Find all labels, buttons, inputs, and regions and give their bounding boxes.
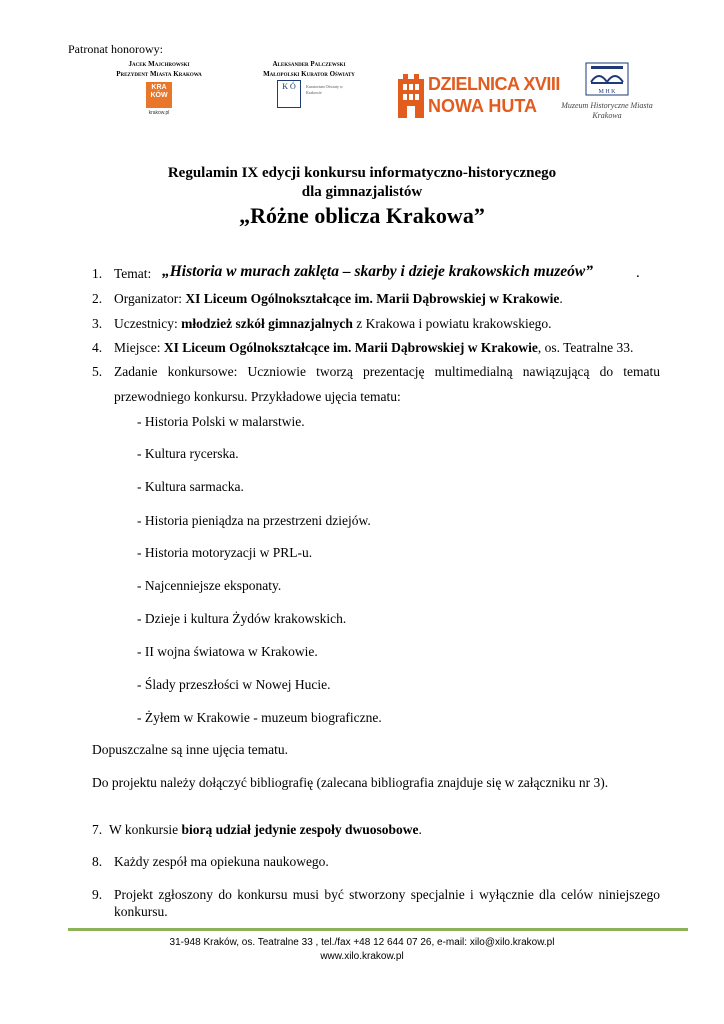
tower-icon bbox=[398, 74, 424, 118]
title-line-1: Regulamin IX edycji konkursu informatyczno-historycznego bbox=[167, 165, 557, 181]
kuratorium-emblem-icon: K Ó bbox=[277, 80, 301, 108]
nowa-huta-text: NOWA HUTA bbox=[428, 96, 537, 116]
item-1 bbox=[0, 263, 724, 285]
topic-item: - Historia pieniądza na przestrzeni dziejów. bbox=[137, 513, 371, 528]
title-line-2: dla gimnazjalistów bbox=[301, 184, 423, 200]
mayor-name: Jacek Majchrowski bbox=[128, 60, 190, 68]
kurator-logo bbox=[252, 58, 366, 114]
muzeum-name: Muzeum Historyczne Miasta bbox=[561, 101, 653, 110]
footer-address: 31-948 Kraków, os. Teatralne 33 , tel./fax +48 12 644 07 26, e-mail: xilo@xilo.krakow.pl bbox=[169, 937, 555, 948]
nowa-huta-logo bbox=[396, 72, 560, 124]
muzeum-city: Krakowa bbox=[592, 111, 622, 120]
topic-item: - II wojna światowa w Krakowie. bbox=[137, 644, 318, 659]
item-number: 4. bbox=[92, 340, 103, 355]
topic-item: - Najcenniejsze eksponaty. bbox=[137, 578, 282, 593]
item-label: Uczestnicy: bbox=[114, 316, 182, 331]
item-number: 3. bbox=[92, 316, 103, 331]
svg-text:M H K: M H K bbox=[598, 89, 616, 95]
item-end: . bbox=[418, 822, 422, 837]
item-label: Miejsce: bbox=[114, 340, 164, 355]
kurator-title: Małopolski Kurator Oświaty bbox=[263, 70, 355, 78]
topic-item: - Dzieje i kultura Żydów krakowskich. bbox=[137, 611, 347, 626]
krakow-url: krakow.pl bbox=[148, 110, 170, 116]
item-end: . bbox=[636, 265, 640, 281]
theme-text: „Historia w murach zaklęta – skarby i dzieje krakowskich muzeów” bbox=[162, 263, 594, 280]
main-title: „Różne oblicza Krakowa” bbox=[239, 203, 485, 228]
item-number: 7. bbox=[92, 822, 103, 837]
topic-item: - Kultura rycerska. bbox=[137, 446, 239, 461]
supervisor-rule: Każdy zespół ma opiekuna naukowego. bbox=[114, 854, 329, 869]
participants-text: młodzież szkół gimnazjalnych bbox=[181, 316, 353, 331]
item-label: W konkursie bbox=[109, 822, 182, 837]
krakow-crest-icon: KRA KÓW bbox=[146, 82, 172, 108]
item-number: 2. bbox=[92, 291, 103, 306]
footer-website: www.xilo.krakow.pl bbox=[320, 951, 404, 962]
kurator-name: Aleksander Palczewski bbox=[272, 60, 346, 68]
item-end: . bbox=[559, 291, 563, 306]
topic-item: - Ślady przeszłości w Nowej Hucie. bbox=[137, 677, 331, 692]
task-line-2: przewodniego konkursu. Przykładowe ujęcia tematu: bbox=[114, 389, 401, 404]
project-rule-line-1: Projekt zgłoszony do konkursu musi być stworzony specjalnie i wyłącznie dla celów niniejszego bbox=[114, 887, 660, 902]
note-other-topics: Dopuszczalne są inne ujęcia tematu. bbox=[92, 742, 289, 757]
item-number: 5. bbox=[92, 364, 103, 379]
item-label: Temat: bbox=[114, 266, 152, 281]
team-rule: biorą udział jedynie zespoły dwuosobowe bbox=[181, 822, 419, 837]
item-number: 9. bbox=[92, 887, 103, 902]
mayor-logo bbox=[108, 58, 210, 114]
dzielnica-text: DZIELNICA XVIII bbox=[428, 74, 560, 94]
mayor-title: Prezydent Miasta Krakowa bbox=[116, 70, 202, 78]
item-number: 1. bbox=[92, 266, 103, 281]
muzeum-logo bbox=[548, 60, 666, 122]
patronat-label: Patronat honorowy: bbox=[68, 42, 163, 56]
organizer-name: XI Liceum Ogólnokształcące im. Marii Dąbrowskiej w Krakowie bbox=[185, 291, 560, 306]
note-bibliography: Do projektu należy dołączyć bibliografię (zalecana bibliografia znajduje się w załączniku nr 3). bbox=[92, 775, 609, 790]
topic-item: - Kultura sarmacka. bbox=[137, 479, 244, 494]
footer-divider bbox=[68, 928, 688, 931]
topic-item: - Historia Polski w malarstwie. bbox=[137, 414, 305, 429]
topic-item: - Historia motoryzacji w PRL-u. bbox=[137, 545, 313, 560]
item-label: Organizator: bbox=[114, 291, 186, 306]
item-end: z Krakowa i powiatu krakowskiego. bbox=[352, 316, 552, 331]
item-end: , os. Teatralne 33. bbox=[537, 340, 634, 355]
kuratorium-text: Kuratorium Oświaty w Krakowie bbox=[306, 84, 343, 95]
task-line-1: Zadanie konkursowe: Uczniowie tworzą prezentację multimedialną nawiązującą do tematu bbox=[114, 364, 660, 379]
museum-emblem-icon bbox=[585, 62, 629, 96]
item-number: 8. bbox=[92, 854, 103, 869]
project-rule-line-2: konkursu. bbox=[114, 904, 168, 919]
topic-item: - Żyłem w Krakowie - muzeum biograficzne. bbox=[137, 710, 382, 725]
venue-name: XI Liceum Ogólnokształcące im. Marii Dąbrowskiej w Krakowie bbox=[163, 340, 538, 355]
